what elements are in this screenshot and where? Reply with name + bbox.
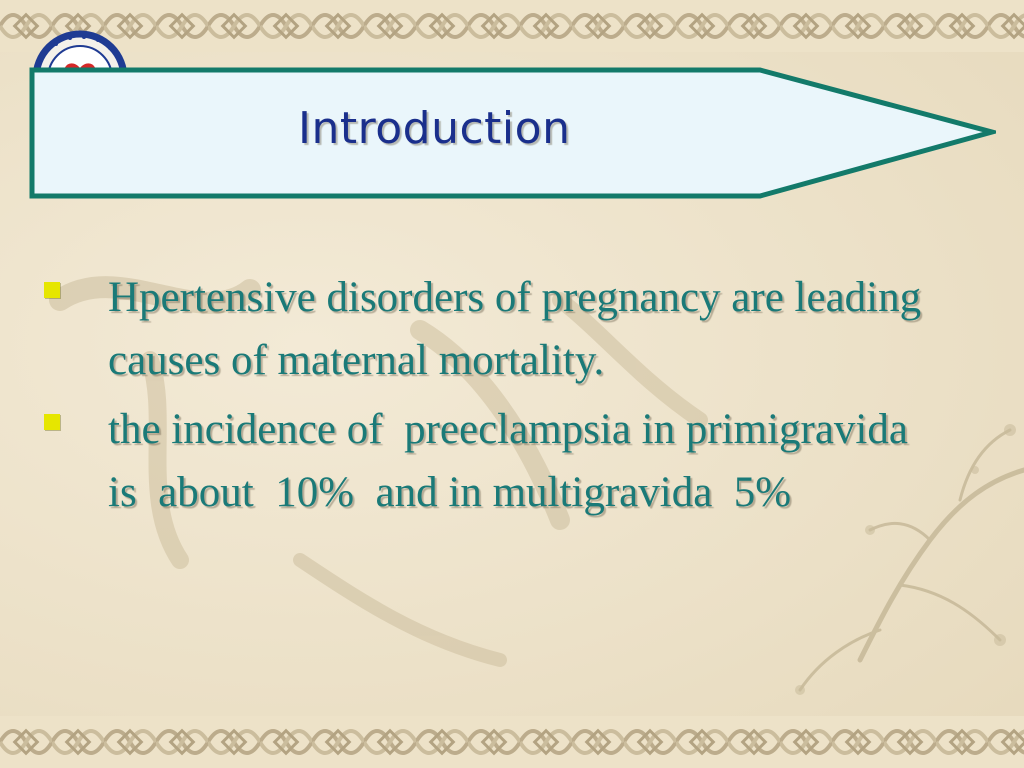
bottom-decorative-border [0,716,1024,768]
slide-title: Introduction [298,103,571,154]
bullet-square-icon [44,414,60,430]
bullet-text: the incidence of preeclampsia in primigravida is about 10% and in multigravida 5% [108,406,930,516]
bullet-item [44,398,944,524]
bullet-item [44,266,944,392]
bullet-list [44,266,944,530]
top-decorative-border [0,0,1024,52]
bullet-text: Hpertensive disorders of pregnancy are leading causes of maternal mortality. [108,274,922,384]
bullet-square-icon [44,282,60,298]
